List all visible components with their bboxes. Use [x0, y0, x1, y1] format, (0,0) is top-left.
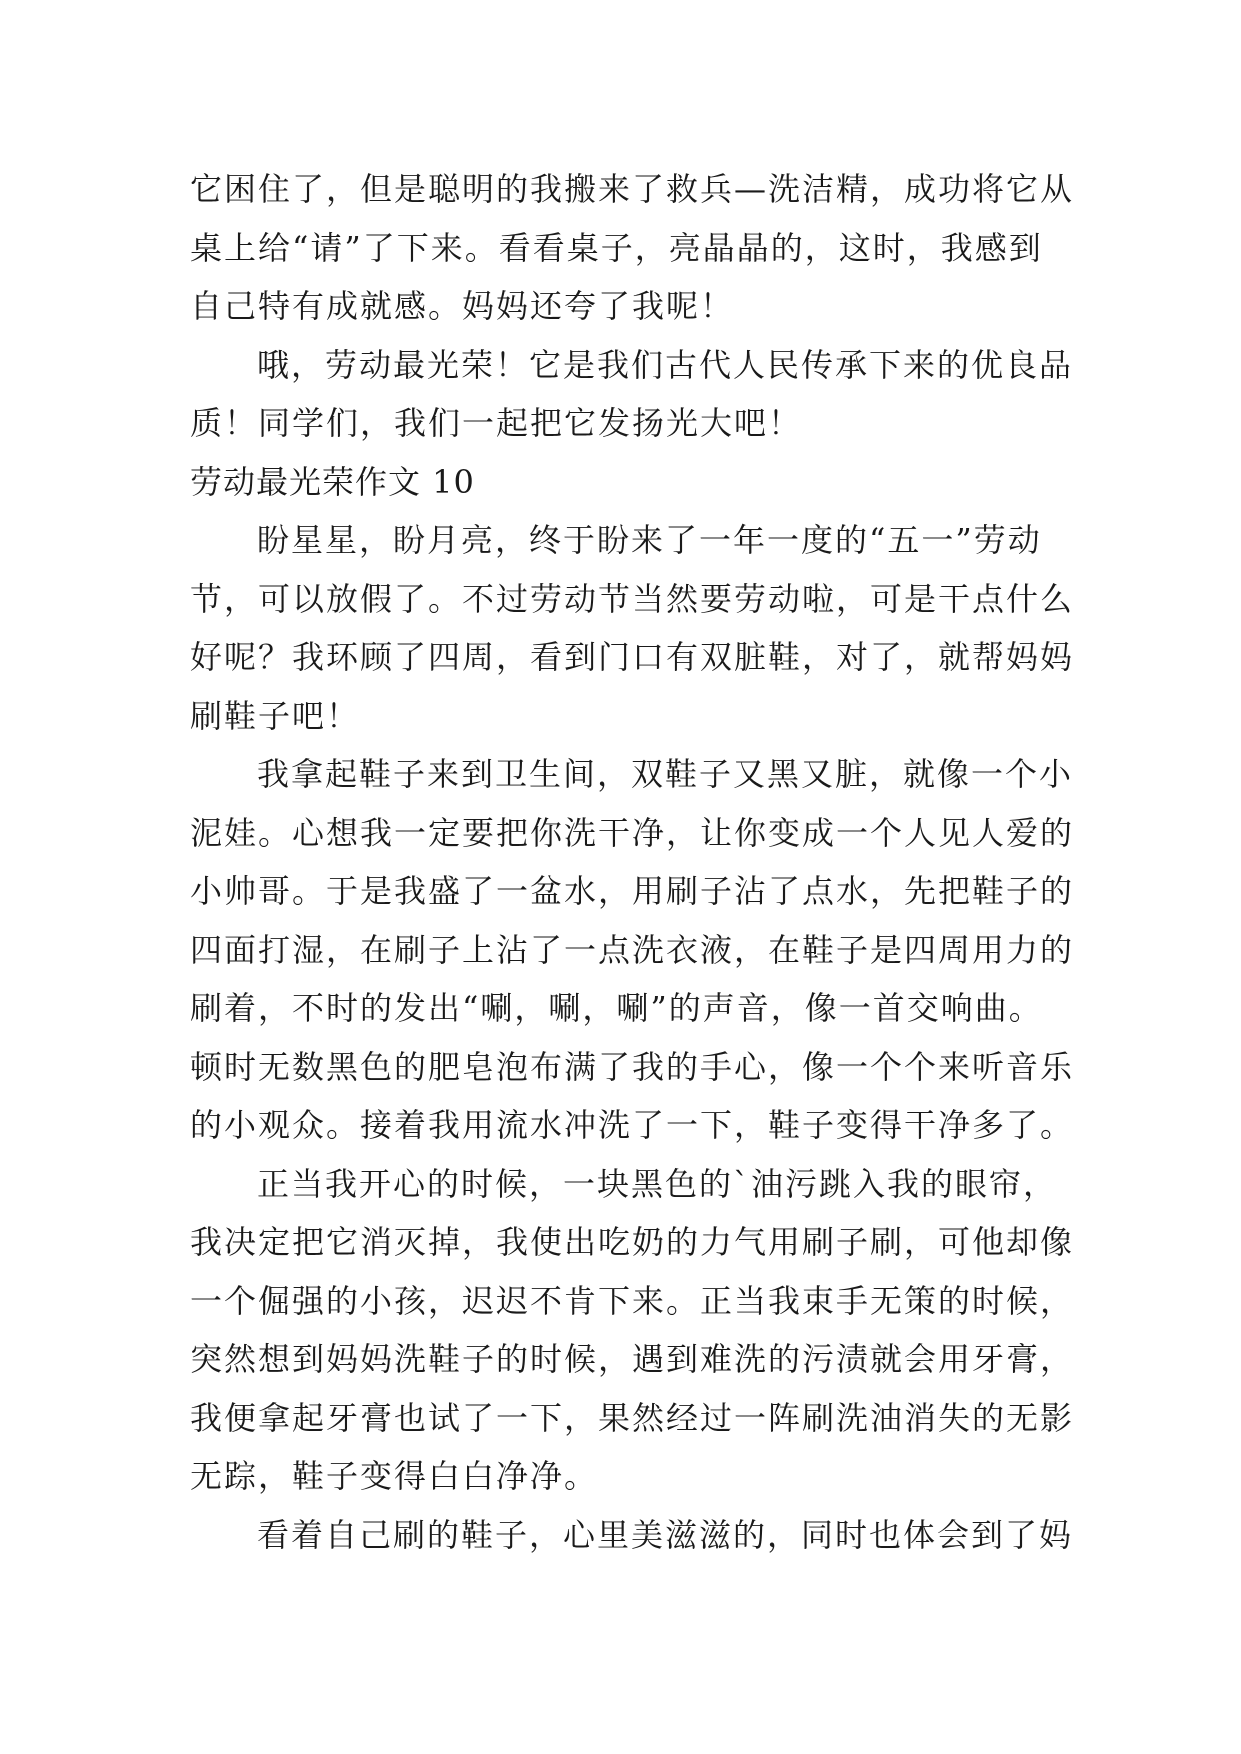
text-line: 好呢？我环顾了四周，看到门口有双脏鞋，对了，就帮妈妈: [190, 638, 1075, 676]
text-line: 的小观众。接着我用流水冲洗了一下，鞋子变得干净多了。: [190, 1106, 1075, 1144]
text-line: 一个倔强的小孩，迟迟不肯下来。正当我束手无策的时候，: [190, 1281, 1075, 1320]
paragraph-start-line: 我拿起鞋子来到卫生间，双鞋子又黑又脏，就像一个小: [257, 755, 1074, 793]
section-heading: 劳动最光荣作文 10: [190, 462, 475, 501]
text-line: 它困住了，但是聪明的我搬来了救兵—洗洁精，成功将它从: [190, 170, 1075, 208]
text-line: 泥娃。心想我一定要把你洗干净，让你变成一个人见人爱的: [190, 813, 1075, 852]
text-line: 质！同学们，我们一起把它发扬光大吧！: [190, 404, 803, 442]
text-line: 自己特有成就感。妈妈还夸了我呢！: [190, 287, 735, 325]
paragraph-start-line: 盼星星，盼月亮，终于盼来了一年一度的“五一”劳动: [257, 521, 1042, 559]
text-line: 小帅哥。于是我盛了一盆水，用刷子沾了点水，先把鞋子的: [190, 872, 1075, 910]
essay-text: [190, 160, 1075, 1564]
text-line: 刷着，不时的发出“唰，唰，唰”的声音，像一首交响曲。: [190, 989, 1043, 1027]
text-line: 我决定把它消灭掉，我使出吃奶的力气用刷子刷，可他却像: [190, 1223, 1075, 1261]
text-line: 突然想到妈妈洗鞋子的时候，遇到难洗的污渍就会用牙膏，: [190, 1340, 1075, 1378]
paragraph-start-line: 正当我开心的时候，一块黑色的`油污跳入我的眼帘，: [257, 1164, 1058, 1203]
text-line: 四面打湿，在刷子上沾了一点洗衣液，在鞋子是四周用力的: [190, 930, 1075, 969]
text-line: 顿时无数黑色的肥皂泡布满了我的手心，像一个个来听音乐: [190, 1047, 1075, 1086]
text-line: 我便拿起牙膏也试了一下，果然经过一阵刷洗油消失的无影: [190, 1398, 1075, 1437]
text-line: 无踪，鞋子变得白白净净。: [190, 1457, 599, 1495]
text-line: 刷鞋子吧！: [190, 696, 361, 735]
paragraph-start-line: 哦，劳动最光荣！它是我们古代人民传承下来的优良品: [257, 345, 1074, 384]
text-line: 节，可以放假了。不过劳动节当然要劳动啦，可是干点什么: [190, 579, 1075, 618]
paragraph-start-line: 看着自己刷的鞋子，心里美滋滋的，同时也体会到了妈: [257, 1515, 1074, 1554]
text-line: 桌上给“请”了下来。看看桌子，亮晶晶的，这时，我感到: [190, 228, 1043, 267]
